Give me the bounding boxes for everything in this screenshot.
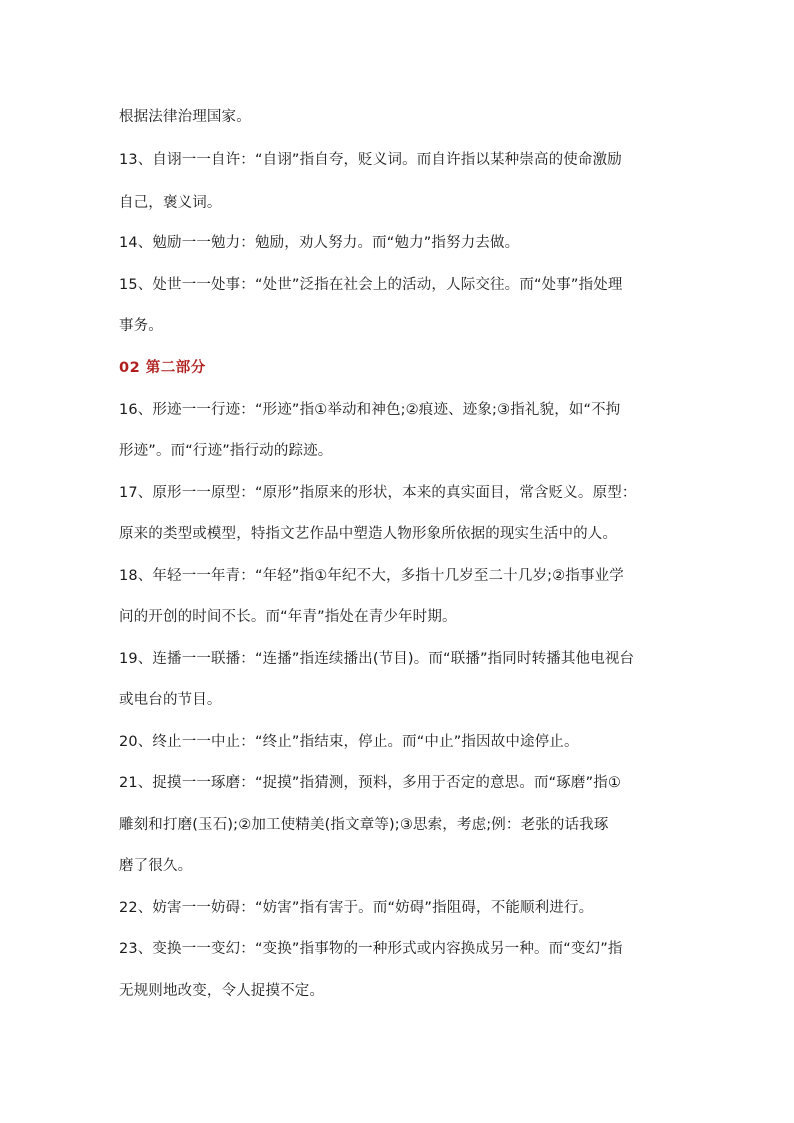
entry-20-line-1: 20、终止一一中止：“终止”指结束，停止。而“中止”指因故中途停止。 [119,734,579,750]
entry-23-line-2: 无规则地改变，令人捉摸不定。 [119,983,325,999]
entry-15-line-2: 事务。 [119,318,163,334]
entry-13-line-1: 13、自诩一一自许：“自诩”指自夸，贬义词。而自许指以某种崇高的使命激励 [119,152,622,168]
entry-15-line-1: 15、处世一一处事：“处世”泛指在社会上的活动，人际交往。而“处事”指处理 [119,277,623,293]
entry-21-line-3: 磨了很久。 [119,858,193,874]
entry-17-line-1: 17、原形一一原型：“原形”指原来的形状，本来的真实面目，常含贬义。原型： [119,485,637,501]
entry-18-line-1: 18、年轻一一年青：“年轻”指①年纪不大，多指十几岁至二十几岁;②指事业学 [119,568,624,584]
entry-21-line-2: 雕刻和打磨(玉石);②加工使精美(指文章等);③思索，考虑;例：老张的话我琢 [119,817,609,833]
entry-16-line-2: 形迹”。而“行迹”指行动的踪迹。 [119,443,333,459]
entry-18-line-2: 问的开创的时间不长。而“年青”指处在青少年时期。 [119,609,457,625]
text-line: 根据法律治理国家。 [119,109,251,125]
entry-17-line-2: 原来的类型或模型，特指文艺作品中塑造人物形象所依据的现实生活中的人。 [119,526,618,542]
section-heading: 02 第二部分 [119,360,206,376]
entry-19-line-2: 或电台的节目。 [119,692,222,708]
entry-13-line-2: 自己，褒义词。 [119,195,222,211]
entry-16-line-1: 16、形迹一一行迹：“形迹”指①举动和神色;②痕迹、迹象;③指礼貌，如“不拘 [119,402,621,418]
entry-14-line-1: 14、勉励一一勉力：勉励，劝人努力。而“勉力”指努力去做。 [119,235,520,251]
entry-23-line-1: 23、变换一一变幻：“变换”指事物的一种形式或内容换成另一种。而“变幻”指 [119,941,623,957]
entry-19-line-1: 19、连播一一联播：“连播”指连续播出(节目)。而“联播”指同时转播其他电视台 [119,651,635,667]
entry-21-line-1: 21、捉摸一一琢磨：“捉摸”指猜测，预料，多用于否定的意思。而“琢磨”指① [119,775,622,791]
entry-22-line-1: 22、妨害一一妨碍：“妨害”指有害于。而“妨碍”指阻碍，不能顺利进行。 [119,900,594,916]
